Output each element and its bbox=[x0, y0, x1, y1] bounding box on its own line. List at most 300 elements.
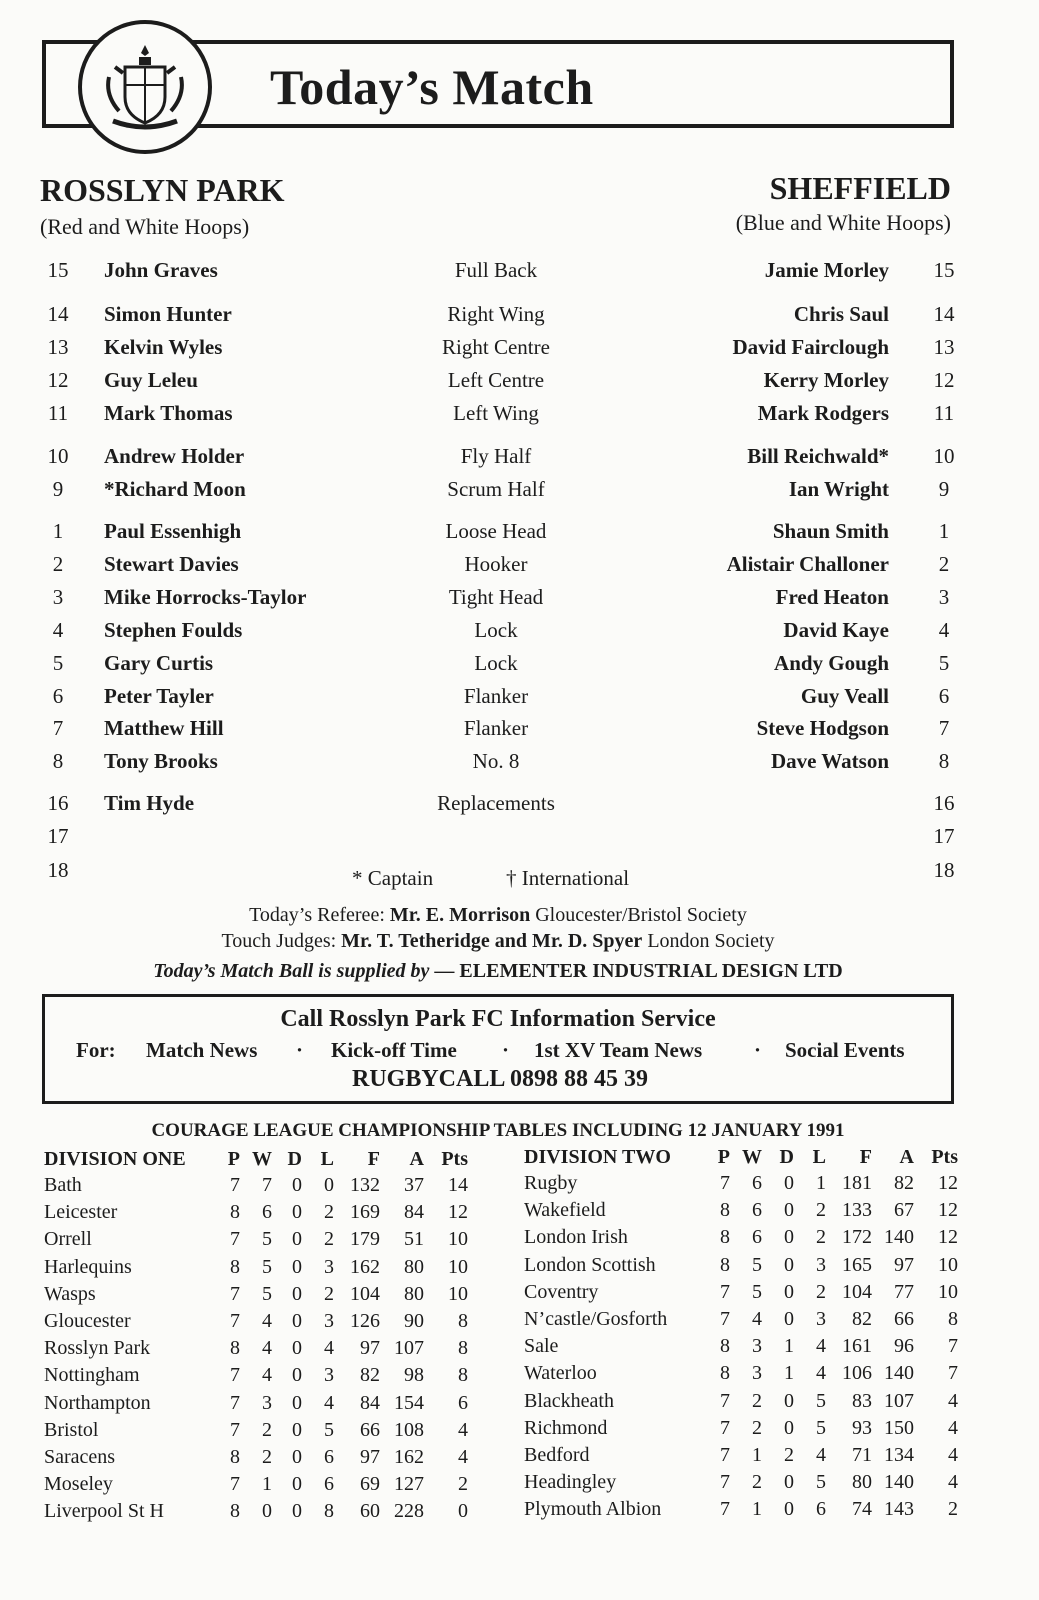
table-cell: 2 bbox=[262, 1418, 272, 1441]
table-cell: 7 bbox=[720, 1471, 730, 1494]
away-player-name: Chris Saul bbox=[793, 302, 889, 326]
table-cell: 7 bbox=[720, 1444, 730, 1466]
home-player-name: Tim Hyde bbox=[104, 791, 195, 815]
table-cell: 82 bbox=[360, 1364, 380, 1387]
table-cell: 5 bbox=[816, 1389, 826, 1412]
away-player-name: David Fairclough bbox=[732, 335, 889, 359]
position-label: Hooker bbox=[464, 552, 528, 576]
lineup-row bbox=[0, 618, 1039, 650]
table-cell: 8 bbox=[720, 1335, 730, 1358]
info-item-kickoff-time: Kick-off Time bbox=[331, 1038, 457, 1062]
table-cell: 8 bbox=[230, 1446, 240, 1468]
lineup-row bbox=[0, 651, 1039, 683]
table-row-team: Bedford bbox=[524, 1444, 590, 1466]
table-row-team: Moseley bbox=[44, 1473, 113, 1496]
table-row-team: Sale bbox=[524, 1335, 559, 1358]
table-cell: 83 bbox=[852, 1389, 872, 1412]
table-cell: 126 bbox=[350, 1310, 380, 1332]
table-cell: 4 bbox=[458, 1446, 468, 1468]
info-phone-number: RUGBYCALL 0898 88 45 39 bbox=[351, 1066, 649, 1092]
table-cell: 5 bbox=[324, 1418, 334, 1441]
away-shirt-number: 1 bbox=[938, 519, 950, 543]
table-cell: 228 bbox=[394, 1500, 424, 1523]
lineup-row bbox=[0, 368, 1039, 400]
table-cell: 0 bbox=[292, 1310, 302, 1332]
position-label: Loose Head bbox=[445, 519, 547, 543]
table-row-team: Headingley bbox=[524, 1471, 617, 1494]
home-player-name: Gary Curtis bbox=[104, 651, 214, 675]
table-cell: 7 bbox=[230, 1282, 240, 1305]
column-header: F bbox=[367, 1148, 380, 1170]
table-cell: 66 bbox=[894, 1308, 914, 1330]
home-player-name: *Richard Moon bbox=[104, 477, 246, 501]
table-cell: 0 bbox=[784, 1199, 794, 1222]
position-label: Left Centre bbox=[447, 368, 545, 392]
table-cell: 154 bbox=[394, 1391, 424, 1414]
table-cell: 2 bbox=[324, 1228, 334, 1251]
table-cell: 7 bbox=[230, 1174, 240, 1196]
table-cell: 0 bbox=[784, 1226, 794, 1249]
home-player-name: Paul Essenhigh bbox=[104, 519, 242, 543]
home-player-name: Matthew Hill bbox=[104, 716, 224, 740]
position-label: Fly Half bbox=[460, 444, 532, 468]
table-cell: 80 bbox=[404, 1282, 424, 1305]
home-shirt-number: 3 bbox=[52, 585, 64, 609]
table-cell: 4 bbox=[948, 1389, 958, 1412]
away-shirt-number: 9 bbox=[938, 477, 950, 501]
table-cell: 0 bbox=[262, 1500, 272, 1523]
touch-judges-label: Touch Judges: bbox=[221, 930, 337, 952]
column-header: D bbox=[287, 1148, 302, 1170]
away-player-name: Guy Veall bbox=[800, 684, 889, 708]
table-cell: 93 bbox=[852, 1416, 872, 1439]
table-cell: 162 bbox=[350, 1255, 380, 1278]
table-cell: 0 bbox=[784, 1389, 794, 1412]
table-cell: 14 bbox=[448, 1174, 468, 1196]
lineup-row bbox=[0, 791, 1039, 823]
table-cell: 2 bbox=[816, 1226, 826, 1249]
table-cell: 2 bbox=[458, 1473, 468, 1496]
info-service-title: Call Rosslyn Park FC Information Service bbox=[280, 1006, 716, 1032]
position-label: Flanker bbox=[463, 716, 529, 740]
table-cell: 10 bbox=[938, 1280, 958, 1303]
table-cell: 0 bbox=[292, 1282, 302, 1305]
table-cell: 66 bbox=[360, 1418, 380, 1441]
table-cell: 7 bbox=[230, 1418, 240, 1441]
away-shirt-number: 17 bbox=[933, 824, 955, 848]
page-title: Today’s Match bbox=[270, 59, 594, 115]
table-cell: 97 bbox=[894, 1253, 914, 1276]
table-cell: 169 bbox=[350, 1201, 380, 1224]
home-player-name: Peter Tayler bbox=[104, 684, 214, 708]
table-cell: 0 bbox=[784, 1471, 794, 1494]
table-row-team: London Irish bbox=[524, 1226, 628, 1249]
table-cell: 12 bbox=[448, 1201, 468, 1224]
position-label: Lock bbox=[474, 651, 518, 675]
table-row-team: N’castle/Gosforth bbox=[524, 1308, 668, 1330]
table-cell: 5 bbox=[752, 1280, 762, 1303]
column-header: P bbox=[717, 1146, 730, 1168]
home-shirt-number: 12 bbox=[47, 368, 69, 392]
table-cell: 4 bbox=[262, 1310, 272, 1332]
column-header: D bbox=[779, 1146, 794, 1168]
away-shirt-number: 5 bbox=[938, 651, 950, 675]
column-header: A bbox=[409, 1148, 424, 1170]
table-cell: 82 bbox=[852, 1308, 872, 1330]
table-cell: 97 bbox=[360, 1446, 380, 1468]
lineup-row bbox=[0, 477, 1039, 509]
division-name: DIVISION ONE bbox=[44, 1148, 186, 1170]
info-for-label: For: bbox=[76, 1038, 116, 1062]
home-shirt-number: 9 bbox=[52, 477, 64, 501]
table-cell: 0 bbox=[784, 1253, 794, 1276]
table-cell: 181 bbox=[842, 1172, 872, 1194]
table-cell: 7 bbox=[720, 1172, 730, 1194]
home-player-name: Tony Brooks bbox=[104, 749, 218, 773]
table-cell: 161 bbox=[842, 1335, 872, 1358]
table-cell: 0 bbox=[292, 1201, 302, 1224]
table-cell: 7 bbox=[720, 1498, 730, 1521]
home-team-name: ROSSLYN PARK bbox=[40, 172, 285, 208]
table-cell: 12 bbox=[938, 1172, 958, 1194]
position-label: Right Wing bbox=[447, 302, 545, 326]
column-header: P bbox=[227, 1148, 240, 1170]
table-cell: 133 bbox=[842, 1199, 872, 1222]
table-cell: 134 bbox=[884, 1444, 914, 1466]
away-shirt-number: 11 bbox=[933, 401, 955, 425]
table-cell: 0 bbox=[292, 1255, 302, 1278]
lineup-row bbox=[0, 444, 1039, 476]
table-cell: 7 bbox=[948, 1362, 958, 1385]
home-shirt-number: 10 bbox=[47, 444, 69, 468]
table-cell: 10 bbox=[448, 1255, 468, 1278]
position-label: No. 8 bbox=[472, 749, 520, 773]
separator-dot: · bbox=[754, 1038, 762, 1062]
column-header: Pts bbox=[931, 1146, 958, 1168]
away-shirt-number: 6 bbox=[938, 684, 950, 708]
table-cell: 12 bbox=[938, 1226, 958, 1249]
table-cell: 4 bbox=[262, 1364, 272, 1387]
home-shirt-number: 17 bbox=[47, 824, 69, 848]
table-cell: 6 bbox=[752, 1172, 762, 1194]
home-team-colors: (Red and White Hoops) bbox=[40, 214, 250, 239]
table-cell: 6 bbox=[458, 1391, 468, 1414]
table-cell: 140 bbox=[884, 1226, 914, 1249]
table-cell: 2 bbox=[948, 1498, 958, 1521]
away-player-name: Andy Gough bbox=[774, 651, 889, 675]
table-row-team: Saracens bbox=[44, 1446, 116, 1468]
table-cell: 0 bbox=[784, 1416, 794, 1439]
table-cell: 0 bbox=[784, 1172, 794, 1194]
table-cell: 106 bbox=[842, 1362, 872, 1385]
away-team-name: SHEFFIELD bbox=[769, 170, 951, 206]
home-player-name: Simon Hunter bbox=[104, 302, 232, 326]
info-item-team-news: 1st XV Team News bbox=[534, 1038, 703, 1062]
position-label: Left Wing bbox=[453, 401, 539, 425]
table-cell: 2 bbox=[262, 1446, 272, 1468]
table-cell: 37 bbox=[404, 1174, 424, 1196]
table-row-team: Wakefield bbox=[524, 1199, 606, 1222]
table-row-team: Leicester bbox=[44, 1201, 118, 1224]
table-cell: 96 bbox=[894, 1335, 914, 1358]
table-cell: 7 bbox=[230, 1310, 240, 1332]
table-cell: 3 bbox=[816, 1308, 826, 1330]
table-cell: 8 bbox=[230, 1255, 240, 1278]
column-header: Pts bbox=[441, 1148, 468, 1170]
home-shirt-number: 14 bbox=[47, 302, 69, 326]
position-label: Tight Head bbox=[448, 585, 544, 609]
table-cell: 80 bbox=[404, 1255, 424, 1278]
table-cell: 8 bbox=[324, 1500, 334, 1523]
table-cell: 143 bbox=[884, 1498, 914, 1521]
table-row-team: Blackheath bbox=[524, 1389, 614, 1412]
table-row-team: Harlequins bbox=[44, 1255, 132, 1278]
table-cell: 98 bbox=[404, 1364, 424, 1387]
table-cell: 71 bbox=[852, 1444, 872, 1466]
table-cell: 4 bbox=[324, 1391, 334, 1414]
table-row-team: Plymouth Albion bbox=[524, 1498, 662, 1521]
table-cell: 7 bbox=[720, 1308, 730, 1330]
table-row-team: Waterloo bbox=[524, 1362, 597, 1385]
table-cell: 132 bbox=[350, 1174, 380, 1196]
home-shirt-number: 7 bbox=[52, 716, 64, 740]
table-cell: 1 bbox=[816, 1172, 826, 1194]
info-item-social-events: Social Events bbox=[785, 1038, 905, 1062]
lineup-row bbox=[0, 401, 1039, 433]
table-cell: 104 bbox=[842, 1280, 872, 1303]
table-cell: 10 bbox=[938, 1253, 958, 1276]
table-cell: 90 bbox=[404, 1310, 424, 1332]
table-cell: 0 bbox=[324, 1174, 334, 1196]
match-ball-line: Today’s Match Ball is supplied by — ELEMENTER INDUSTRIAL DESIGN LTD bbox=[153, 960, 843, 982]
position-label: Right Centre bbox=[442, 335, 550, 359]
table-cell: 2 bbox=[752, 1416, 762, 1439]
column-header: L bbox=[320, 1148, 334, 1170]
table-cell: 179 bbox=[350, 1228, 380, 1251]
table-cell: 4 bbox=[816, 1444, 826, 1466]
table-row-team: Rosslyn Park bbox=[44, 1337, 151, 1360]
table-cell: 67 bbox=[894, 1199, 914, 1222]
away-shirt-number: 4 bbox=[938, 618, 950, 642]
table-row-team: Northampton bbox=[44, 1391, 151, 1414]
club-crest-icon bbox=[78, 20, 212, 154]
home-shirt-number: 16 bbox=[47, 791, 69, 815]
position-label: Full Back bbox=[454, 258, 538, 282]
home-player-name: Kelvin Wyles bbox=[104, 335, 223, 359]
table-cell: 3 bbox=[752, 1335, 762, 1358]
away-player-name: Kerry Morley bbox=[763, 368, 889, 392]
table-cell: 8 bbox=[720, 1199, 730, 1222]
table-cell: 4 bbox=[816, 1335, 826, 1358]
table-cell: 4 bbox=[458, 1418, 468, 1441]
table-cell: 5 bbox=[262, 1282, 272, 1305]
away-player-name: Shaun Smith bbox=[772, 519, 889, 543]
table-cell: 0 bbox=[784, 1498, 794, 1521]
table-cell: 6 bbox=[816, 1498, 826, 1521]
table-cell: 5 bbox=[816, 1471, 826, 1494]
home-player-name: Guy Leleu bbox=[104, 368, 198, 392]
table-row-team: Liverpool St H bbox=[44, 1500, 164, 1523]
away-player-name: Steve Hodgson bbox=[756, 716, 889, 740]
table-row-team: Wasps bbox=[44, 1282, 96, 1305]
table-cell: 5 bbox=[752, 1253, 762, 1276]
table-cell: 5 bbox=[262, 1228, 272, 1251]
table-cell: 0 bbox=[292, 1174, 302, 1196]
table-cell: 1 bbox=[752, 1498, 762, 1521]
table-cell: 4 bbox=[262, 1337, 272, 1360]
table-cell: 0 bbox=[292, 1473, 302, 1496]
away-shirt-number: 2 bbox=[938, 552, 950, 576]
table-cell: 1 bbox=[752, 1444, 762, 1466]
table-row-team: Orrell bbox=[44, 1228, 92, 1251]
away-shirt-number: 16 bbox=[933, 791, 955, 815]
home-player-name: Stewart Davies bbox=[104, 552, 239, 576]
away-shirt-number: 18 bbox=[933, 858, 955, 882]
table-cell: 7 bbox=[230, 1473, 240, 1496]
table-row-team: Coventry bbox=[524, 1280, 599, 1303]
home-shirt-number: 5 bbox=[52, 651, 64, 675]
position-label: Replacements bbox=[437, 791, 555, 815]
table-cell: 84 bbox=[360, 1391, 380, 1414]
international-legend: † International bbox=[506, 866, 630, 890]
home-shirt-number: 6 bbox=[52, 684, 64, 708]
away-shirt-number: 15 bbox=[933, 258, 955, 282]
column-header: A bbox=[899, 1146, 914, 1168]
table-cell: 7 bbox=[262, 1174, 272, 1196]
away-shirt-number: 12 bbox=[933, 368, 955, 392]
column-header: W bbox=[252, 1148, 272, 1170]
table-cell: 2 bbox=[752, 1471, 762, 1494]
table-row-team: Bristol bbox=[44, 1418, 99, 1441]
home-shirt-number: 11 bbox=[47, 401, 69, 425]
table-cell: 6 bbox=[262, 1201, 272, 1224]
position-label: Scrum Half bbox=[447, 477, 545, 501]
table-cell: 2 bbox=[324, 1201, 334, 1224]
table-cell: 12 bbox=[938, 1199, 958, 1222]
away-player-name: Dave Watson bbox=[770, 749, 889, 773]
home-player-name: Stephen Foulds bbox=[104, 618, 243, 642]
division-two-table bbox=[0, 1146, 1039, 1526]
away-player-name: Mark Rodgers bbox=[757, 401, 889, 425]
home-player-name: John Graves bbox=[104, 258, 218, 282]
table-row-team: Nottingham bbox=[44, 1364, 140, 1387]
table-cell: 0 bbox=[784, 1280, 794, 1303]
table-cell: 1 bbox=[784, 1335, 794, 1358]
touch-judges-society: London Society bbox=[647, 930, 775, 952]
home-shirt-number: 18 bbox=[47, 858, 69, 882]
away-player-name: Fred Heaton bbox=[775, 585, 889, 609]
table-cell: 2 bbox=[752, 1389, 762, 1412]
table-cell: 82 bbox=[894, 1172, 914, 1194]
away-shirt-number: 8 bbox=[938, 749, 950, 773]
table-cell: 84 bbox=[404, 1201, 424, 1224]
column-header: L bbox=[812, 1146, 826, 1168]
table-cell: 3 bbox=[752, 1362, 762, 1385]
table-cell: 8 bbox=[458, 1337, 468, 1360]
table-cell: 4 bbox=[948, 1444, 958, 1466]
table-row-team: Gloucester bbox=[44, 1310, 131, 1332]
table-row-team: Richmond bbox=[524, 1416, 608, 1439]
table-cell: 5 bbox=[816, 1416, 826, 1439]
lineup-row bbox=[0, 335, 1039, 367]
lineup-row bbox=[0, 749, 1039, 781]
table-cell: 2 bbox=[324, 1282, 334, 1305]
table-cell: 4 bbox=[324, 1337, 334, 1360]
table-cell: 3 bbox=[324, 1255, 334, 1278]
home-shirt-number: 1 bbox=[52, 519, 64, 543]
referee-line bbox=[0, 904, 996, 927]
table-cell: 74 bbox=[852, 1498, 872, 1521]
table-cell: 104 bbox=[350, 1282, 380, 1305]
table-cell: 2 bbox=[816, 1199, 826, 1222]
table-cell: 10 bbox=[448, 1282, 468, 1305]
away-shirt-number: 14 bbox=[933, 302, 955, 326]
table-cell: 107 bbox=[394, 1337, 424, 1360]
table-cell: 4 bbox=[816, 1362, 826, 1385]
lineup-row bbox=[0, 585, 1039, 617]
table-cell: 7 bbox=[720, 1416, 730, 1439]
table-cell: 6 bbox=[752, 1226, 762, 1249]
league-tables-title: COURAGE LEAGUE CHAMPIONSHIP TABLES INCLUDING 12 JANUARY 1991 bbox=[151, 1120, 845, 1141]
table-cell: 7 bbox=[948, 1335, 958, 1358]
table-cell: 0 bbox=[292, 1337, 302, 1360]
away-team-colors: (Blue and White Hoops) bbox=[735, 210, 951, 235]
info-item-match-news: Match News bbox=[146, 1038, 258, 1062]
table-cell: 8 bbox=[458, 1310, 468, 1332]
table-cell: 6 bbox=[324, 1473, 334, 1496]
position-label: Flanker bbox=[463, 684, 529, 708]
table-cell: 1 bbox=[262, 1473, 272, 1496]
table-cell: 4 bbox=[752, 1308, 762, 1330]
table-cell: 8 bbox=[230, 1337, 240, 1360]
table-cell: 5 bbox=[262, 1255, 272, 1278]
table-row-team: London Scottish bbox=[524, 1253, 656, 1276]
table-cell: 8 bbox=[720, 1253, 730, 1276]
away-player-name: Jamie Morley bbox=[764, 258, 889, 282]
lineup-row bbox=[0, 684, 1039, 716]
table-row-team: Rugby bbox=[524, 1172, 578, 1194]
table-cell: 7 bbox=[230, 1391, 240, 1414]
table-cell: 0 bbox=[292, 1446, 302, 1468]
table-cell: 172 bbox=[842, 1226, 872, 1249]
table-cell: 127 bbox=[394, 1473, 424, 1496]
home-shirt-number: 15 bbox=[47, 258, 69, 282]
table-cell: 8 bbox=[720, 1362, 730, 1385]
referee-name: Mr. E. Morrison bbox=[389, 904, 531, 926]
table-cell: 0 bbox=[292, 1364, 302, 1387]
touch-judges-names: Mr. T. Tetheridge and Mr. D. Spyer bbox=[341, 930, 643, 952]
lineup-row bbox=[0, 552, 1039, 584]
table-cell: 0 bbox=[292, 1418, 302, 1441]
lineup-row bbox=[0, 258, 1039, 290]
table-row-team: Bath bbox=[44, 1174, 82, 1196]
match-ball-label: Today’s Match Ball is supplied by bbox=[153, 960, 430, 982]
away-player-name: Bill Reichwald* bbox=[747, 444, 889, 468]
table-cell: 8 bbox=[948, 1308, 958, 1330]
table-cell: 6 bbox=[324, 1446, 334, 1468]
table-cell: 107 bbox=[884, 1389, 914, 1412]
lineup-row bbox=[0, 824, 1039, 856]
home-shirt-number: 4 bbox=[52, 618, 64, 642]
table-cell: 60 bbox=[360, 1500, 380, 1523]
table-cell: 4 bbox=[948, 1416, 958, 1439]
away-shirt-number: 13 bbox=[933, 335, 955, 359]
table-cell: 3 bbox=[262, 1391, 272, 1414]
table-cell: 108 bbox=[394, 1418, 424, 1441]
home-player-name: Mark Thomas bbox=[104, 401, 233, 425]
table-cell: 3 bbox=[324, 1364, 334, 1387]
column-header: F bbox=[859, 1146, 872, 1168]
